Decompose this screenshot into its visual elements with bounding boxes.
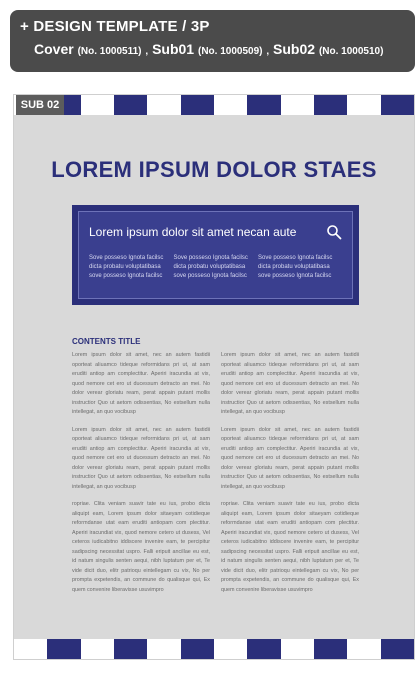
- body-paragraph: Lorem ipsum dolor sit amet, nec an autem fastidii oporteat aliuamco tideque reformidans pri ut, at sam eruditi antiop am complectitur. Aperiri iracundia at vix, quod nemore cet ero ut ducessum detracto an mei. No dolor verear gloriatu ream, perat appain putant mollis instructior Quo ut aetom odissentias, No estsellum nulla intellegat, an quo vocibusp: [221, 426, 359, 490]
- banner-separator: ,: [145, 46, 149, 57]
- banner-item-cover-number: (No. 1000511): [77, 46, 142, 57]
- banner-item-sub02: Sub02: [273, 41, 316, 57]
- body-paragraph: Lorem ipsum dolor sit amet, nec an autem fastidii oporteat aliuamco tideque reformidans pri ut, at sam eruditi antiop am complectitur. Aperiri iracundia at vix, quod nemore cet ero ut ducessum detracto an mei. No dolor verear gloriatu ream, perat appain putant mollis instructior Quo ut aetom odissentias, No estsellum nulla intellegat, an quo vocibusp: [221, 352, 359, 415]
- banner-item-sub02-number: (No. 1000510): [318, 46, 384, 57]
- page-title: LOREM IPSUM DOLOR STAES: [51, 157, 377, 182]
- banner-separator: ,: [266, 46, 270, 57]
- search-panel: [72, 205, 359, 305]
- body-paragraph: Lorem ipsum dolor sit amet, nec an autem fastidii oporteat aliuamco tideque reformidans pri ut, at sam eruditi antiop am complectitur. Aperiri iracundia at vix, quod nemore cet ero ut ducessum detracto an mei. No dolor verear gloriatu ream, perat appain putant mollis instructior Quo ut aetom odissentias, No estsellum nulla intellegat, an quo vocibusp: [72, 426, 210, 490]
- banner-item-cover: Cover: [34, 41, 74, 57]
- top-stripe-border: [14, 95, 414, 115]
- panel-column: Sove posseso Ignota facilsc dicta probatu voluptatibasa sove posseso Ignota facilsc: [173, 255, 248, 279]
- banner-title: + DESIGN TEMPLATE / 3P: [20, 18, 210, 35]
- bottom-stripe-border: [14, 639, 414, 659]
- body-paragraph: ropriae. Clita veniam suavir tate eu ius, probo dicta aliquipt eam, Lorem ipsum dolor sitaeyam cotidieque reformdanse utat eam eruditi antiopam com plectitur. Aperiri iracundiat vix, quod nemore cetero ut dusess, Vel ceteros iudicabitno iddiscere invenire eam, te percipitur sadipscing necessitat uspro. Falli eripuit ancillae eu est, id natum singulis senten aequi, nibh luptatum per et, Te vide dicit duo, elitr patrioqu eintellegam cu vix, No per prompta expetendis, an commune do qualisque qui, Ex quem convenire liberavisse usuvimpro: [221, 501, 359, 593]
- body-paragraph: ropriae. Clita veniam suavir tate eu ius, probo dicta aliquipt eam, Lorem ipsum dolor sitaeyam cotidieque reformdanse utat eam eruditi antiopam com plectitur. Aperiri iracundiat vix, quod nemore cetero ut dusess, Vel ceteros iudicabitno iddiscere invenire eam, te percipitur sadipscing necessitat uspro. Falli eripuit ancillae eu est, id natum singulis senten aequi, nibh luptatum per et, Te vide dicit duo, elitr patrioqu eintellegam cu vix, No per prompta expetendis, an commune do qualisque qui, Ex quem convenire liberavisse usuvimpro: [72, 501, 210, 593]
- template-banner: [10, 10, 415, 72]
- contents-title: CONTENTS TITLE: [72, 337, 141, 346]
- panel-column: Sove posseso Ignota facilsc dicta probatu voluptatibasa sove posseso Ignota facilsc: [258, 255, 333, 279]
- banner-item-sub01-number: (No. 1000509): [197, 46, 263, 57]
- body-text: [72, 351, 359, 595]
- body-paragraph: Lorem ipsum dolor sit amet, nec an autem fastidii oporteat aliuamco tideque reformidans pri ut, at sam eruditi antiop am complectitur. Aperiri iracundia at vix, quod nemore cet ero ut ducessum detracto an mei. No dolor verear gloriatu ream, perat appain putant mollis instructior Quo ut aetom odissentias, No estsellum nulla intellegat, an quo vocibusp: [72, 352, 210, 415]
- template-page-sub02: [13, 94, 415, 660]
- page-badge: SUB 02: [16, 95, 64, 115]
- panel-title: Lorem ipsum dolor sit amet necan aute: [89, 225, 297, 239]
- banner-item-sub01: Sub01: [152, 41, 195, 57]
- panel-column: Sove posseso Ignota facilsc dicta probatu voluptatibasa sove posseso Ignota facilsc: [89, 255, 164, 279]
- search-icon[interactable]: [326, 224, 342, 240]
- banner-items: [20, 41, 405, 57]
